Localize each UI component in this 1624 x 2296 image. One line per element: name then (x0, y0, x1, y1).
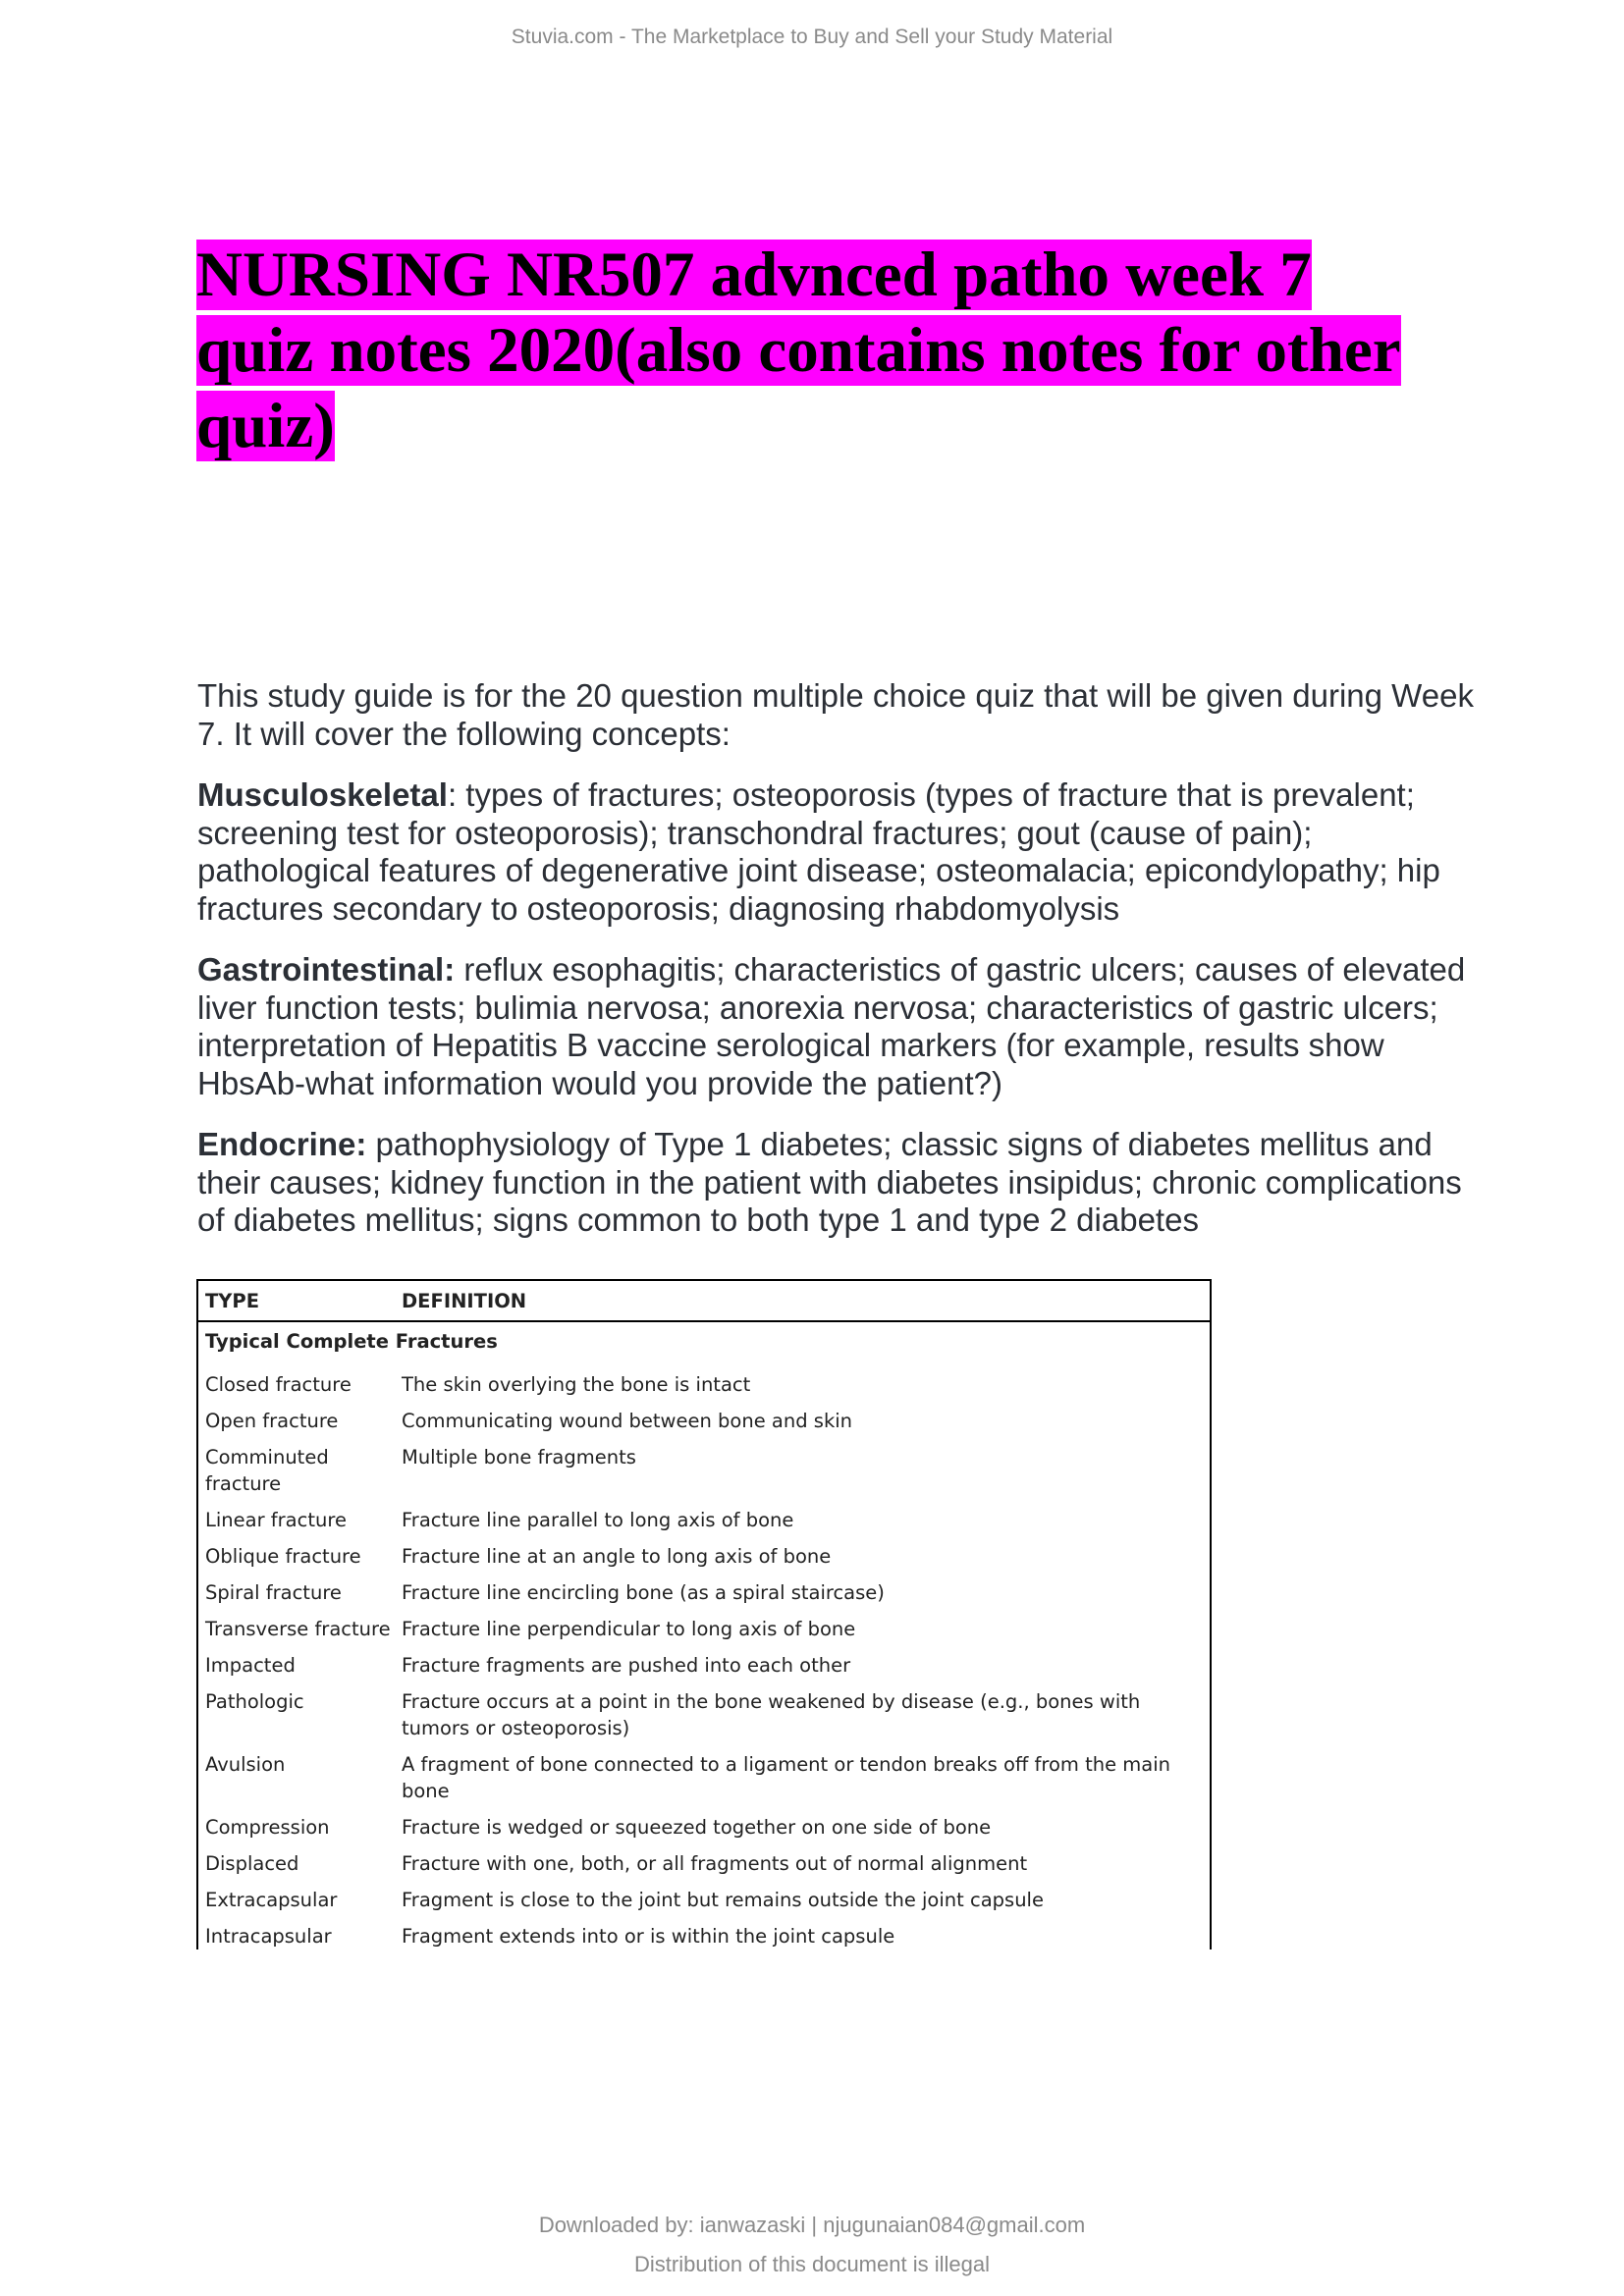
table-row (198, 1533, 1210, 1570)
fracture-definition-cell: Fragment extends into or is within the joint capsule (402, 1925, 895, 1948)
column-header-definition: DEFINITION (402, 1289, 527, 1312)
concept-label: Gastrointestinal: (197, 951, 456, 988)
fracture-type-cell: Displaced (205, 1852, 299, 1875)
table-row (198, 1877, 1210, 1913)
fracture-definition-cell: Fracture line parallel to long axis of bone (402, 1509, 794, 1531)
table-row (198, 1434, 1210, 1497)
table-row (198, 1913, 1210, 1949)
fracture-type-cell: Extracapsular (205, 1889, 338, 1911)
fracture-type-cell: Comminuted fracture (205, 1446, 329, 1495)
fracture-definition-cell: Fracture fragments are pushed into each other (402, 1654, 851, 1677)
concept-gastrointestinal (197, 951, 1493, 1102)
fracture-type-cell: Pathologic (205, 1690, 304, 1713)
concept-label: Endocrine: (197, 1126, 367, 1162)
fracture-definition-cell: Fracture line perpendicular to long axis of bone (402, 1618, 856, 1640)
fracture-type-cell: Avulsion (205, 1753, 286, 1776)
fracture-definition-cell: Fracture line encircling bone (as a spiral staircase) (402, 1581, 885, 1604)
column-header-type: TYPE (205, 1289, 260, 1312)
fracture-type-cell: Linear fracture (205, 1509, 347, 1531)
title-line-1: NURSING NR507 advnced patho week 7 (196, 240, 1312, 310)
fracture-definition-cell: Fracture occurs at a point in the bone weakened by disease (e.g., bones with tumors or osteoporosis) (402, 1690, 1141, 1739)
fracture-type-cell: Closed fracture (205, 1373, 352, 1396)
table-row (198, 1398, 1210, 1434)
table-row (198, 1606, 1210, 1642)
fracture-type-cell: Intracapsular (205, 1925, 332, 1948)
table-row (198, 1841, 1210, 1877)
fracture-definition-cell: Multiple bone fragments (402, 1446, 636, 1468)
fracture-type-cell: Impacted (205, 1654, 296, 1677)
fracture-definition-cell: Communicating wound between bone and skin (402, 1410, 853, 1432)
concept-text: pathophysiology of Type 1 diabetes; classic signs of diabetes mellitus and their causes; kidney function in the patient with diabetes insipidus; chronic complications of diabetes mellitus; signs common to both type 1 and type 2 diabetes (197, 1126, 1462, 1238)
fracture-definition-cell: Fragment is close to the joint but remains outside the joint capsule (402, 1889, 1044, 1911)
document-title (196, 238, 1473, 464)
table-row (198, 1497, 1210, 1533)
table-row (198, 1570, 1210, 1606)
fracture-type-cell: Transverse fracture (205, 1618, 391, 1640)
fracture-definition-cell: Fracture with one, both, or all fragments out of normal alignment (402, 1852, 1028, 1875)
fracture-type-cell: Open fracture (205, 1410, 339, 1432)
fracture-definition-cell: The skin overlying the bone is intact (402, 1373, 751, 1396)
table-row (198, 1362, 1210, 1398)
page-header-source: Stuvia.com - The Marketplace to Buy and Sell your Study Material (511, 26, 1113, 48)
title-line-3: quiz) (196, 391, 335, 461)
fracture-type-cell: Oblique fracture (205, 1545, 361, 1568)
fracture-type-cell: Compression (205, 1816, 330, 1839)
concept-label: Musculoskeletal (197, 776, 448, 813)
table-row (198, 1679, 1210, 1741)
concept-text: : types of fractures; osteoporosis (types of fracture that is prevalent; screening test for osteoporosis); transchondral fractures; gout (cause of pain); pathological features of degenerative joint disease; osteomalacia; epicondylopathy; hip fractures secondary to osteoporosis; diagnosing rhabdomyolysis (197, 776, 1440, 927)
table-row (198, 1741, 1210, 1804)
fracture-definition-cell: Fracture is wedged or squeezed together on one side of bone (402, 1816, 992, 1839)
table-rows (198, 1362, 1210, 1949)
study-guide-body (197, 677, 1493, 1263)
table-row (198, 1804, 1210, 1841)
concept-endocrine (197, 1126, 1493, 1240)
downloaded-by-footer: Downloaded by: ianwazaski | njugunaian084@gmail.com (538, 2213, 1086, 2237)
concept-text: reflux esophagitis; characteristics of gastric ulcers; causes of elevated liver function tests; bulimia nervosa; anorexia nervosa; characteristics of gastric ulcers; interpretation of Hepatitis B vaccine serological markers (for example, results show HbsAb-what information would you provide the patient?) (197, 951, 1466, 1101)
fracture-definition-cell: Fracture line at an angle to long axis of bone (402, 1545, 832, 1568)
title-line-2: quiz notes 2020(also contains notes for other (196, 315, 1401, 386)
table-header-row (198, 1279, 1210, 1322)
distribution-notice: Distribution of this document is illegal (634, 2252, 990, 2276)
concept-musculoskeletal (197, 776, 1493, 928)
fracture-definition-cell: A fragment of bone connected to a ligament or tendon breaks off from the main bone (402, 1753, 1171, 1802)
table-section-title: Typical Complete Fractures (205, 1330, 498, 1353)
fracture-types-table (196, 1279, 1212, 1949)
intro-paragraph: This study guide is for the 20 question multiple choice quiz that will be given during Week 7. It will cover the following concepts: (197, 677, 1474, 752)
fracture-type-cell: Spiral fracture (205, 1581, 342, 1604)
table-row (198, 1642, 1210, 1679)
